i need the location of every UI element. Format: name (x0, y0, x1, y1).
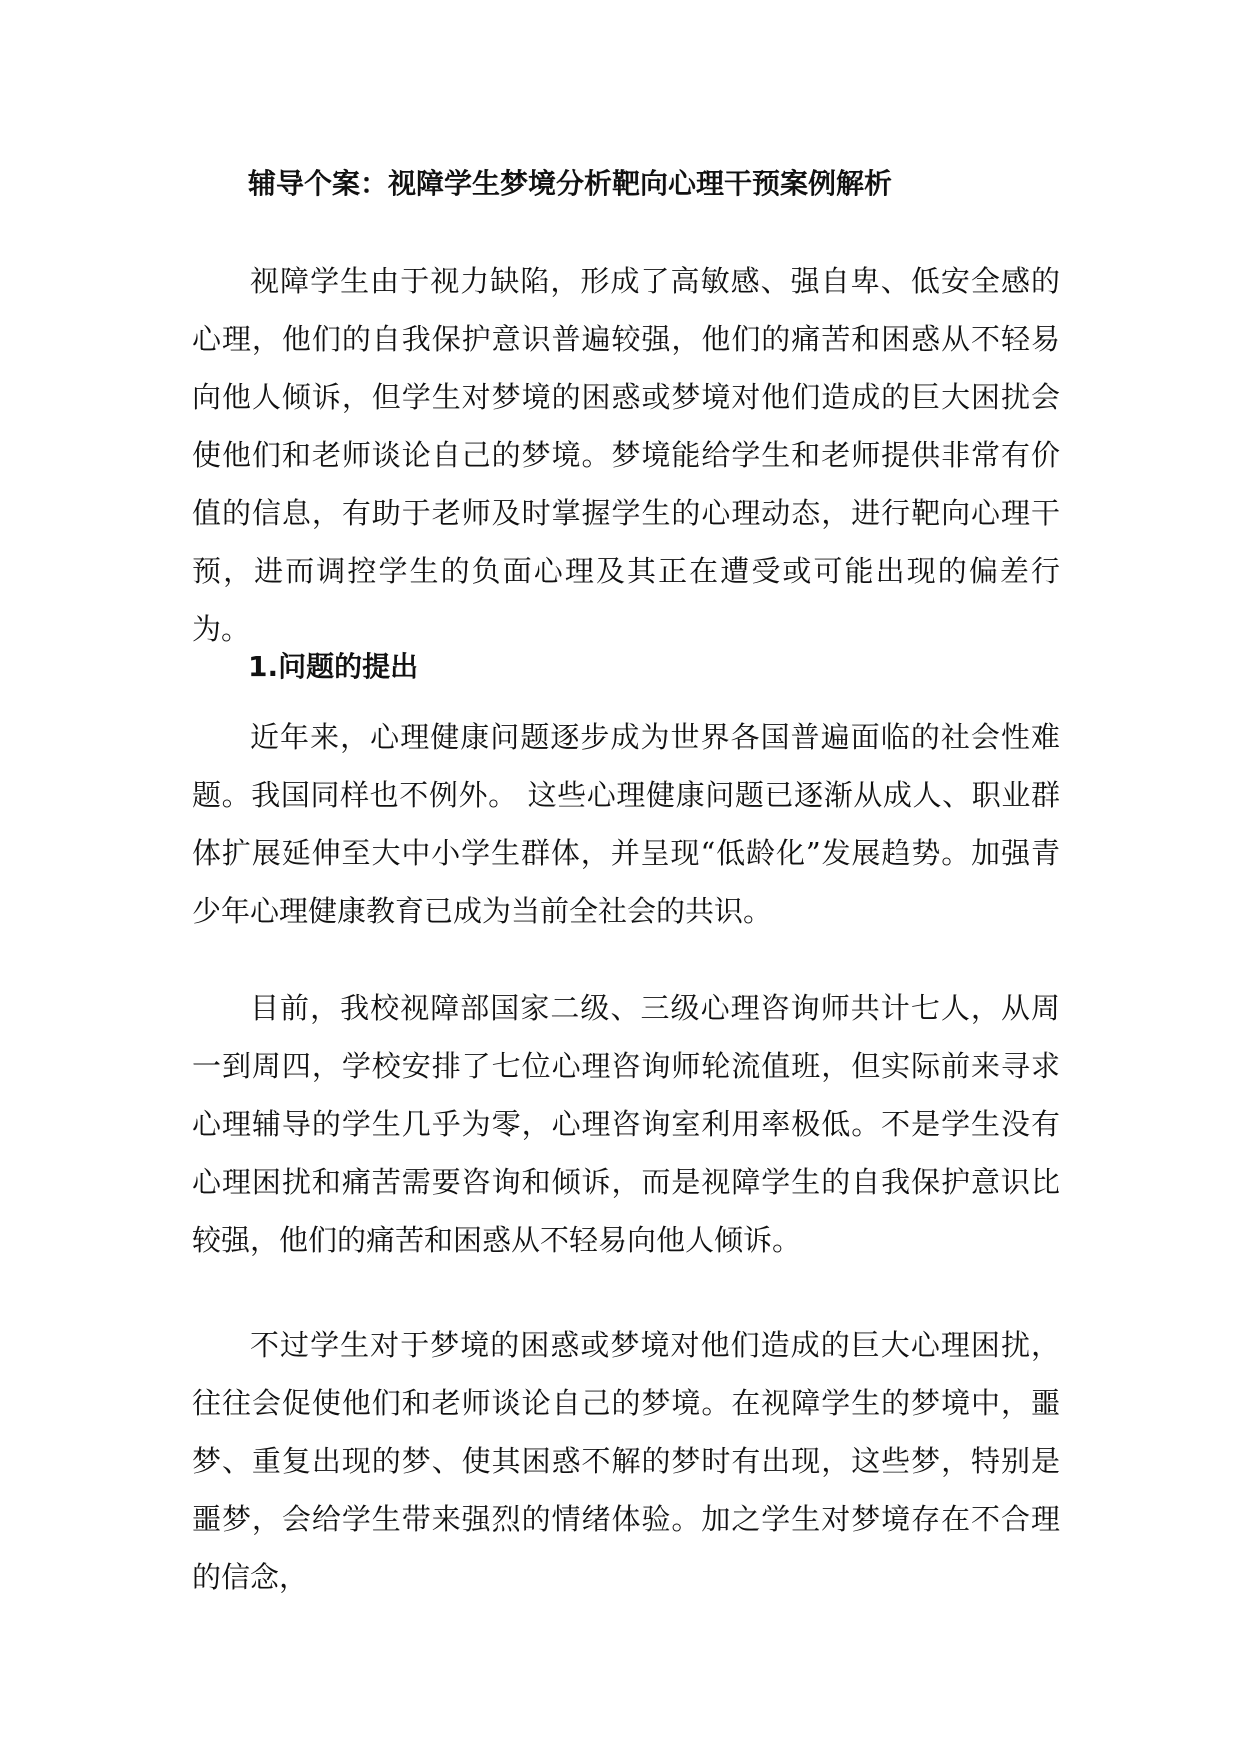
section-heading: 1.问题的提出 (248, 650, 419, 683)
body-paragraph: 近年来，心理健康问题逐步成为世界各国普遍面临的社会性难题。我国同样也不例外。 这些心理健康问题已逐渐从成人、职业群体扩展延伸至大中小学生群体，并呈现“低龄化”发展趋势。加强青少年心理健康教育已成为当前全社会的共识。 (192, 720, 1060, 928)
document-title: 辅导个案：视障学生梦境分析靶向心理干预案例解析 (248, 167, 893, 200)
intro-paragraph: 视障学生由于视力缺陷，形成了高敏感、强自卑、低安全感的心理，他们的自我保护意识普遍较强，他们的痛苦和困惑从不轻易向他人倾诉，但学生对梦境的困惑或梦境对他们造成的巨大困扰会使他们和老师谈论自己的梦境。梦境能给学生和老师提供非常有价值的信息，有助于老师及时掌握学生的心理动态，进行靶向心理干预，进而调控学生的负面心理及其正在遭受或可能出现的偏差行为。 (192, 264, 1060, 646)
body-paragraph: 目前，我校视障部国家二级、三级心理咨询师共计七人，从周一到周四，学校安排了七位心理咨询师轮流值班，但实际前来寻求心理辅导的学生几乎为零，心理咨询室利用率极低。不是学生没有心理困扰和痛苦需要咨询和倾诉，而是视障学生的自我保护意识比较强，他们的痛苦和困惑从不轻易向他人倾诉。 (192, 991, 1060, 1257)
body-paragraph: 不过学生对于梦境的困惑或梦境对他们造成的巨大心理困扰，往往会促使他们和老师谈论自己的梦境。在视障学生的梦境中，噩梦、重复出现的梦、使其困惑不解的梦时有出现，这些梦，特别是噩梦，会给学生带来强烈的情绪体验。加之学生对梦境存在不合理的信念， (192, 1328, 1060, 1594)
